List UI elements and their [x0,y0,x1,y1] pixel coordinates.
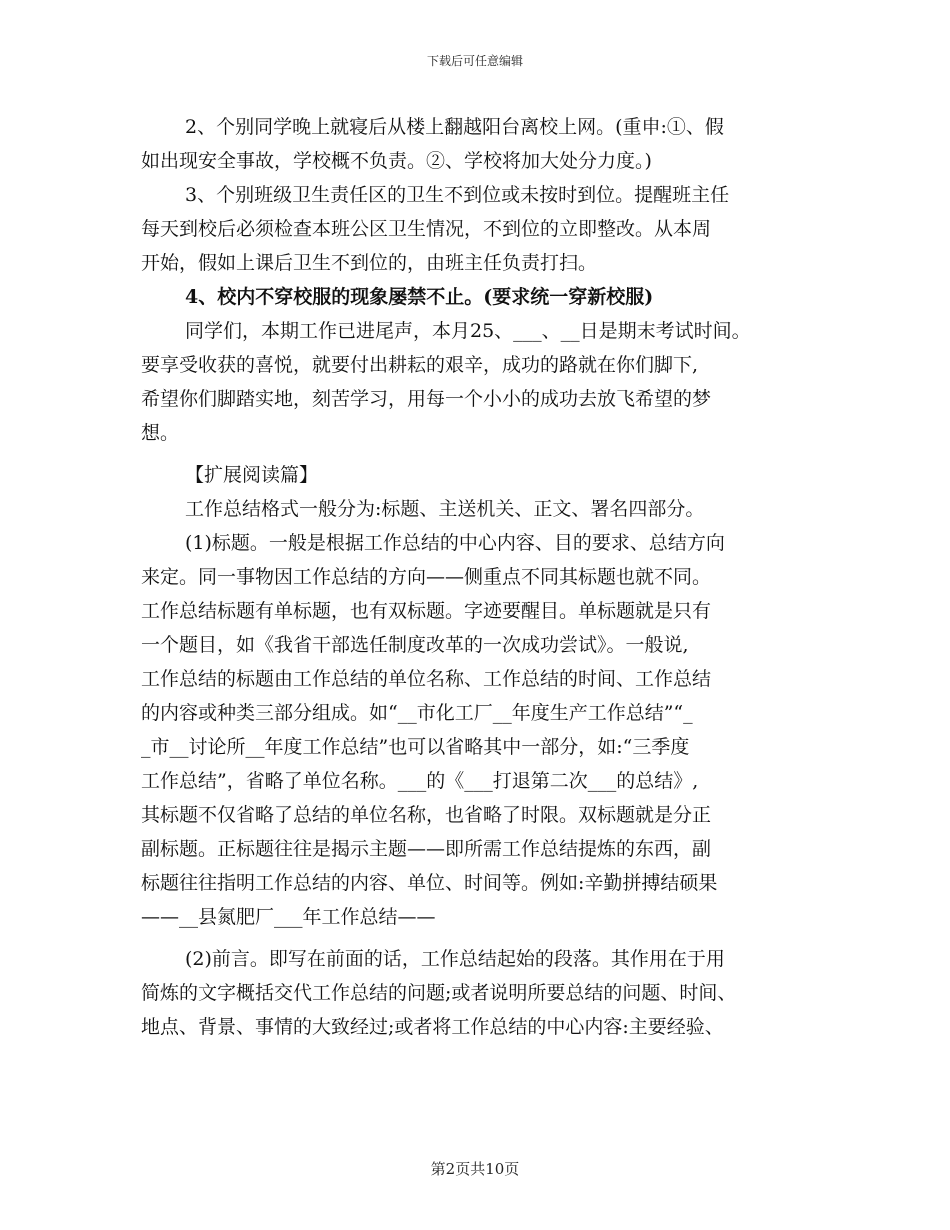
paragraph-4 [141,314,821,450]
text-line: 希望你们脚踏实地，刻苦学习，用每一个小小的成功去放飞希望的梦 [141,388,712,410]
text-line: 一个题目，如《我省干部选任制度改革的一次成功尝试》。一般说, [141,634,689,656]
text-line: 【扩展阅读篇】 [185,464,319,486]
text-line: 想。 [141,422,180,444]
text-line: 工作总结”，省略了单位名称。___的《___打退第二次___的总结》, [141,770,699,792]
paragraph-1 [141,110,821,178]
section-heading [141,458,821,492]
text-line: 工作总结的标题由工作总结的单位名称、工作总结的时间、工作总结 [141,668,712,690]
text-line: 每天到校后必须检查本班公区卫生情况，不到位的立即整改。从本周 [141,218,712,240]
text-line: 标题往往指明工作总结的内容、单位、时间等。例如:辛勤拼搏结硕果 [141,872,718,894]
text-line: 同学们，本期工作已进尾声，本月25、___、__日是期末考试时间。 [185,320,751,342]
document-body [141,110,821,1044]
paragraph-6 [141,492,821,526]
page-header: 下载后可任意编辑 [426,54,523,68]
paragraph-8 [141,942,821,1044]
text-line: 如出现安全事故，学校概不负责。②、学校将加大处分力度。) [141,150,652,172]
paragraph-3 [141,280,821,314]
paragraph-2 [141,178,821,280]
text-line: 开始，假如上课后卫生不到位的，由班主任负责打扫。 [141,252,598,274]
page-footer: 第2页共10页 [430,1160,520,1178]
text-line: 工作总结格式一般分为:标题、主送机关、正文、署名四部分。 [185,498,705,520]
text-line: ——__县氮肥厂___年工作总结—— [141,906,436,928]
text-line: 简炼的文字概括交代工作总结的问题;或者说明所要总结的问题、时间、 [141,982,737,1004]
text-line: 4、校内不穿校服的现象屡禁不止。(要求统一穿新校服) [185,286,654,308]
text-line: _市__讨论所__年度工作总结”也可以省略其中一部分，如:“三季度 [141,736,690,758]
text-line: 2、个别同学晚上就寝后从楼上翻越阳台离校上网。(重申:①、假 [185,116,724,138]
text-line: 来定。同一事物因工作总结的方向——侧重点不同其标题也就不同。 [141,566,712,588]
text-line: (1)标题。一般是根据工作总结的中心内容、目的要求、总结方向 [185,532,725,554]
text-line: 要享受收获的喜悦，就要付出耕耘的艰辛，成功的路就在你们脚下, [141,354,699,376]
text-line: (2)前言。即写在前面的话，工作总结起始的段落。其作用在于用 [185,948,725,970]
text-line: 工作总结标题有单标题，也有双标题。字迹要醒目。单标题就是只有 [141,600,712,622]
text-line: 的内容或种类三部分组成。如“__市化工厂__年度生产工作总结”“_ [141,702,693,724]
text-line: 地点、背景、事情的大致经过;或者将工作总结的中心内容:主要经验、 [141,1016,724,1038]
text-line: 副标题。正标题往往是揭示主题——即所需工作总结提炼的东西，副 [141,838,712,860]
paragraph-7 [141,526,821,934]
text-line: 3、个别班级卫生责任区的卫生不到位或未按时到位。提醒班主任 [185,184,730,206]
text-line: 其标题不仅省略了总结的单位名称，也省略了时限。双标题就是分正 [141,804,712,826]
